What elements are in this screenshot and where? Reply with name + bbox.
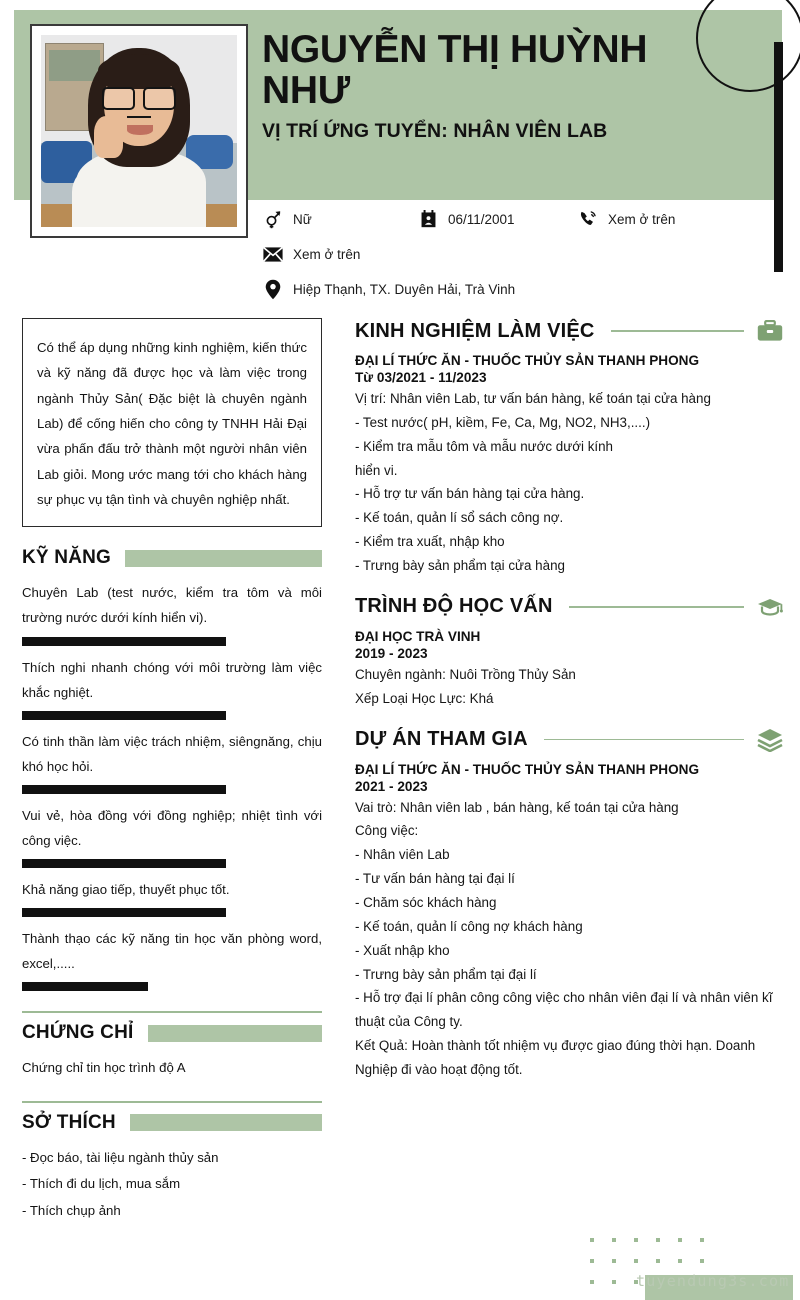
projects-line: - Chăm sóc khách hàng [355, 895, 497, 911]
experience-line: - Kế toán, quản lí sổ sách công nợ. [355, 510, 564, 526]
skill-text: Chuyên Lab (test nước, kiểm tra tôm và môi trường nước dưới kính hiển vi). [22, 585, 322, 626]
projects-line: Kết Quả: Hoàn thành tốt nhiệm vụ được giao đúng thời hạn. Doanh Nghiệp đi vào hoạt động tốt. [355, 1038, 756, 1078]
experience-entry [355, 353, 783, 578]
projects-org: ĐẠI LÍ THỨC ĂN - THUỐC THỦY SẢN THANH PHONG [355, 761, 700, 777]
skill-item [22, 580, 322, 645]
skill-text: Thành thạo các kỹ năng tin học văn phòng word, excel,..... [22, 931, 322, 972]
skills-accent-bar [125, 550, 322, 567]
calendar-icon [417, 208, 439, 230]
certificates-divider [22, 1011, 322, 1013]
education-heading-row [355, 594, 783, 620]
hobbies-section [22, 1101, 322, 1224]
education-entry [355, 629, 783, 711]
skill-level-bar [22, 711, 226, 720]
experience-line: - Test nước( pH, kiềm, Fe, Ca, Mg, NO2, NH3,....) [355, 414, 651, 430]
decorative-dot [656, 1238, 660, 1242]
skill-item [22, 729, 322, 794]
projects-entry [355, 762, 783, 1082]
experience-line: hiển vi. [355, 462, 398, 478]
certificates-accent-bar [148, 1025, 322, 1042]
experience-line: Vị trí: Nhân viên Lab, tư vấn bán hàng, kế toán tại cửa hàng [355, 391, 711, 406]
gender-value: Nữ [293, 211, 312, 227]
skill-text: Có tinh thần làm việc trách nhiệm, siêngnăng, chịu khó học hỏi. [22, 733, 322, 774]
decorative-dot [678, 1259, 682, 1263]
graduation-cap-icon [757, 594, 783, 620]
projects-line: - Nhân viên Lab [355, 847, 450, 863]
experience-lines [355, 387, 783, 578]
skill-level-bar [22, 908, 226, 917]
hobbies-heading-row [22, 1112, 322, 1134]
projects-line: Vai trò: Nhân viên lab , bán hàng, kế toán tại cửa hàng [355, 799, 679, 815]
skill-item [22, 803, 322, 868]
education-section [355, 594, 783, 711]
skill-level-bar [22, 982, 148, 991]
contact-gender [262, 208, 417, 230]
skill-text: Khả năng giao tiếp, thuyết phục tốt. [22, 882, 230, 898]
projects-heading: DỰ ÁN THAM GIA [355, 728, 528, 751]
dob-value: 06/11/2001 [448, 211, 515, 227]
decorative-dot [634, 1238, 638, 1242]
education-rule [569, 606, 744, 608]
decorative-dot [656, 1259, 660, 1263]
gender-icon [262, 208, 284, 230]
contact-email [262, 243, 360, 265]
summary-text: Có thể áp dụng những kinh nghiệm, kiến thức và kỹ năng đã được học và làm việc trong ngành Thủy Sản( Đặc biệt là chuyên ngành Lab) để cống hiến cho công ty TNHH Hải Đại vừa phấn đấu trở thành một người nhân viên Lab giỏi. Mong ước mang tới cho khách hàng sự phục vụ tận tình và chuyên nghiệp nhất. [37, 340, 307, 508]
layers-icon [757, 727, 783, 753]
left-column [22, 318, 322, 1224]
right-column [355, 318, 783, 1098]
projects-section [355, 727, 783, 1082]
skill-level-bar [22, 785, 226, 794]
decorative-dot [612, 1259, 616, 1263]
projects-line: - Hỗ trợ đại lí phân công công việc cho nhân viên đại lí và nhân viên kĩ thuật của Công ty. [355, 990, 773, 1030]
hobby-item: - Thích chụp ảnh [22, 1202, 121, 1218]
projects-lines [355, 796, 783, 1082]
phone-icon [577, 208, 599, 230]
skills-section [22, 547, 322, 991]
skill-item [22, 877, 322, 917]
email-value: Xem ở trên [293, 246, 361, 262]
hobbies-accent-bar [130, 1114, 322, 1131]
profile-photo-frame [30, 24, 248, 238]
decorative-dot [590, 1280, 594, 1284]
hobby-item: - Đọc báo, tài liệu ngành thủy sản [22, 1149, 219, 1165]
projects-line: - Xuất nhập kho [355, 942, 450, 958]
experience-line: - Kiểm tra xuất, nhập kho [355, 534, 505, 550]
skill-level-bar [22, 637, 226, 646]
decorative-dot [634, 1259, 638, 1263]
contact-info [262, 208, 782, 313]
skills-heading: KỸ NĂNG [22, 547, 112, 569]
contact-row-3 [262, 278, 782, 300]
experience-rule [611, 330, 744, 332]
address-value: Hiệp Thạnh, TX. Duyên Hải, Trà Vinh [293, 281, 516, 297]
education-heading: TRÌNH ĐỘ HỌC VẤN [355, 595, 553, 618]
decorative-dot [700, 1259, 704, 1263]
hobbies-heading: SỞ THÍCH [22, 1111, 116, 1133]
hobbies-list [22, 1145, 322, 1224]
decorative-dot [612, 1280, 616, 1284]
applied-position: VỊ TRÍ ỨNG TUYỂN: NHÂN VIÊN LAB [262, 120, 608, 143]
education-org: ĐẠI HỌC TRÀ VINH [355, 628, 481, 644]
projects-rule [544, 739, 744, 741]
summary-box [22, 318, 322, 527]
skill-item [22, 926, 322, 991]
experience-heading-row [355, 318, 783, 344]
decorative-dot [678, 1238, 682, 1242]
projects-line: - Tư vấn bán hàng tại đại lí [355, 871, 515, 887]
experience-date: Từ 03/2021 - 11/2023 [355, 370, 487, 385]
hobby-item: - Thích đi du lịch, mua sắm [22, 1176, 181, 1192]
briefcase-icon [757, 318, 783, 344]
location-pin-icon [262, 278, 284, 300]
name-block [262, 30, 732, 143]
decorative-dot [590, 1238, 594, 1242]
projects-date: 2021 - 2023 [355, 778, 428, 794]
decorative-dot [612, 1238, 616, 1242]
skill-text: Thích nghi nhanh chóng với môi trường làm việc khắc nghiệt. [22, 659, 322, 700]
candidate-name: NGUYỄN THỊ HUỲNH NHƯ [262, 28, 648, 112]
certificates-heading: CHỨNG CHỈ [22, 1022, 134, 1044]
education-lines [355, 663, 783, 711]
skill-level-bar [22, 859, 226, 868]
contact-row-2 [262, 243, 782, 265]
experience-org: ĐẠI LÍ THỨC ĂN - THUỐC THỦY SẢN THANH PHONG [355, 353, 700, 368]
phone-value: Xem ở trên [608, 211, 676, 227]
projects-line: - Trưng bày sản phẩm tại đại lí [355, 966, 537, 982]
experience-heading: KINH NGHIỆM LÀM VIỆC [355, 319, 595, 342]
decorative-dot [700, 1238, 704, 1242]
certificate-item: Chứng chỉ tin học trình độ A [22, 1060, 186, 1076]
profile-photo [41, 35, 237, 227]
skill-item [22, 655, 322, 720]
contact-dob [417, 208, 577, 230]
hobbies-divider [22, 1101, 322, 1103]
experience-line: - Trưng bày sản phẩm tại cửa hàng [355, 558, 565, 574]
certificates-heading-row [22, 1022, 322, 1044]
decorative-dot [590, 1259, 594, 1263]
experience-section [355, 318, 783, 578]
email-icon [262, 243, 284, 265]
projects-line: Công việc: [355, 823, 419, 839]
projects-line: - Kế toán, quản lí công nợ khách hàng [355, 918, 583, 934]
contact-row-1 [262, 208, 782, 230]
education-line: Chuyên ngành: Nuôi Trồng Thủy Sản [355, 666, 576, 682]
education-line: Xếp Loại Học Lực: Khá [355, 690, 494, 706]
watermark-text: tuyendung3s.com [636, 1272, 790, 1290]
skill-text: Vui vẻ, hòa đồng với đồng nghiệp; nhiệt tình với công việc. [22, 807, 322, 848]
experience-line: - Hỗ trợ tư vấn bán hàng tại cửa hàng. [355, 486, 585, 502]
projects-heading-row [355, 727, 783, 753]
contact-address [262, 278, 515, 300]
certificates-section [22, 1011, 322, 1080]
contact-phone [577, 208, 675, 230]
skills-list [22, 580, 322, 991]
education-date: 2019 - 2023 [355, 645, 428, 661]
experience-line: - Kiểm tra mẫu tôm và mẫu nước dưới kính [355, 438, 614, 454]
skills-heading-row [22, 547, 322, 569]
certificates-list [22, 1055, 322, 1080]
